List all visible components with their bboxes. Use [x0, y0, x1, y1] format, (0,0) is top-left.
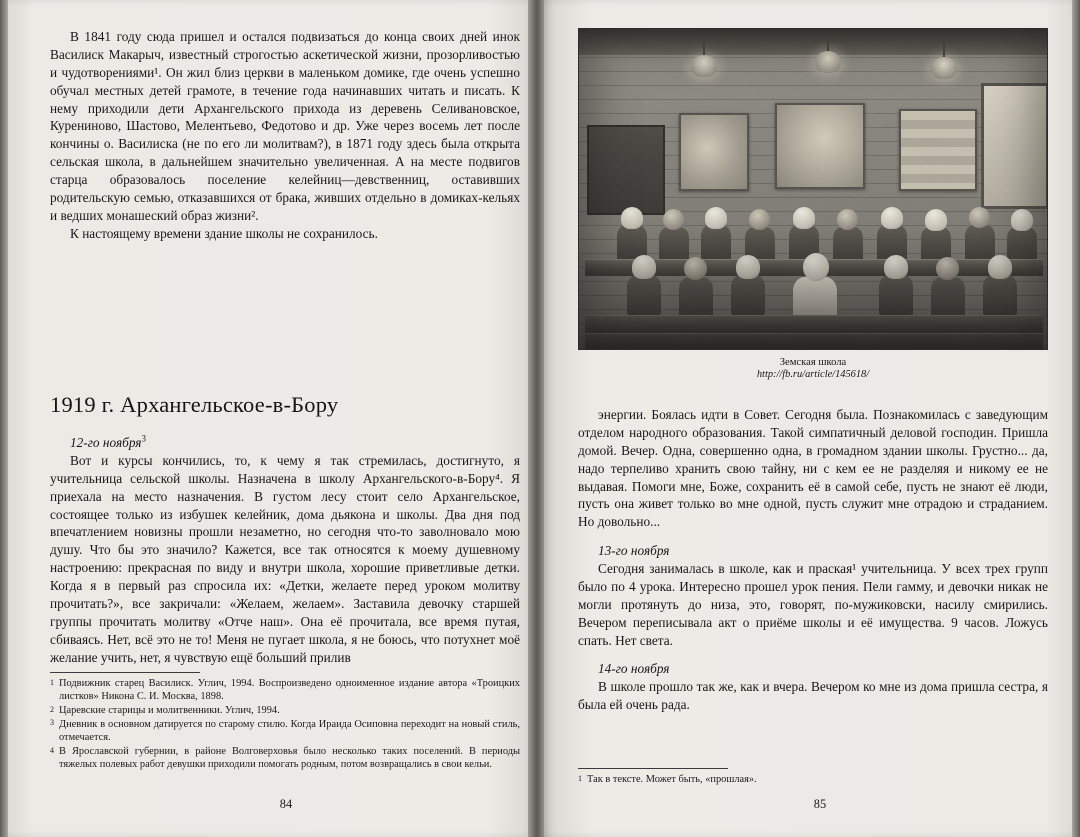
diary-date-heading: 14-го ноября: [598, 661, 670, 677]
left-page-diary: [50, 434, 520, 666]
wall-map: [679, 113, 749, 191]
chapter-title: 1919 г. Архангельское-в-Бору: [50, 392, 339, 417]
footnote-number: 1: [50, 677, 54, 687]
pupil-head: [749, 209, 770, 230]
footnote-text: Дневник в основном датируется по старому стилю. Когда Ираида Осиповна переходит на новый стиль, отмечается.: [59, 718, 520, 744]
footnote-number: 3: [50, 718, 54, 728]
pupil-head: [621, 207, 643, 229]
ceiling: [579, 29, 1047, 55]
footnote-rule: [50, 672, 200, 673]
floor-shadow: [579, 229, 1047, 349]
paragraph: Вот и курсы кончились, то, к чему я так стремилась, достигнуто, я учительница сельской школы. Назначена в школу Архангельского-в-Бору⁴. Я приехала на место назначения. В густом лесу стоит село Архангельское, состоящее только из избушек келейник, дома дьякона и школы. Два дня под впечатлением новизны прошли незаметно, но сегодня что-то заволновало мою душу. Что бы это значило? Кажется, все так относятся к моему душевному настроению: прекрасная по виду и внутри школа, хорошие приветливые детки. Когда я в первый раз спросила их: «Детки, желаете перед уроком молитву прочитать?», все закричали: «Желаем, желаем». Заставила девочку старшей группы прочитать молитву «Отче наш». Она её прочитала, все время путая, сбиваясь. Нет, всё это не то! Меня не пугает школа, я не боюсь, что потухнет моё желание учить, нет, я чувствую ещё больший прилив: [50, 452, 520, 665]
page-number-right: 85: [813, 797, 827, 811]
footnote-item: [50, 718, 520, 745]
footnote-rule: [578, 768, 728, 769]
paragraph: В 1841 году сюда пришел и остался подвизаться до конца своих дней инок Василиск Макарыч, известный строгостью аскетической жизни, прозорливостью и чудотворениями¹. Он жил близ церкви в маленьком домике, где очень успешно обучал местных детей грамоте, в течение года начинавших читать и писать. К нему приходили дети Архангельского прихода из деревень Селивановское, Курениново, Шастово, Мелентьево, Федотово и др. Уже через восемь лет после кончины о. Василиска (не по его ли молитвам?), в 1871 году здесь была открыта сельская школа, в дальнейшем значительно увеличенная. А на месте подвигов старца образовалось поселение келейниц—девственниц, оставивших родительскую семью, отказавшихся от брака, живших отдельно в домиках-кельях и ведших монашеский образ жизни².: [50, 29, 520, 223]
pupil-head: [925, 209, 947, 231]
footnote-item: [50, 704, 520, 717]
spacer: [578, 649, 1048, 660]
footnote-ref: 3: [141, 433, 146, 444]
pupil-head: [705, 207, 727, 229]
footnote-text: Подвижник старец Василиск. Углич, 1994. Воспроизведено одноименное издание автора «Троицких листков» Никона С. И. Москва, 1898.: [59, 678, 520, 703]
right-page-edge: [1071, 0, 1080, 837]
page-number-left: 84: [279, 797, 293, 811]
lamp-icon: [931, 57, 957, 79]
pupil-head: [663, 209, 684, 230]
footnote-text: Царевские старицы и молитвенники. Углич, 1994.: [59, 705, 280, 717]
footnote-number: 4: [50, 745, 54, 755]
pupil-head: [837, 209, 858, 230]
footnote-item: [50, 745, 520, 772]
classroom-illustration: [579, 29, 1047, 349]
paragraph: В школе прошло так же, как и вчера. Вечером ко мне из дома пришла сестра, я была ей очень рада.: [578, 679, 1048, 713]
paragraph: энергии. Боялась идти в Совет. Сегодня была. Познакомилась с заведующим отделом народного образования. Такой симпатичный деловой господин. Пришла домой. Вечер. Одна, совершенно одна, в громадном здании школы. Грустно... да, надо терпеливо хранить свою тайну, ни с кем ее не разделяя и никому ее не выдавая. Помоги мне, Боже, сохранить её в самой себе, пусть не знают её люди, пусть она живет только во мне одной, пусть служит мне отрадою и страданием. Но довольно...: [578, 407, 1048, 530]
wall-chart: [899, 109, 977, 191]
footnote-item: [578, 773, 1048, 786]
footnote-text: Так в тексте. Может быть, «прошлая».: [587, 774, 757, 785]
left-page-footnotes: [50, 672, 520, 772]
classroom-photo: [578, 28, 1048, 350]
chalkboard: [587, 125, 665, 215]
footnote-item: [50, 677, 520, 704]
diary-date-heading: 13-го ноября: [598, 543, 670, 559]
wall-map: [775, 103, 865, 189]
footnote-text: В Ярославской губернии, в районе Волговерховья было несколько таких поселений. В периоды тяжелых полевых работ девушки приходили помогать родным, потом возвращались в свои кельи.: [59, 746, 520, 771]
pupil-head: [793, 207, 815, 229]
diary-date: 12-го ноября: [70, 435, 142, 450]
lamp-icon: [815, 51, 841, 73]
right-page-body: [578, 406, 1048, 714]
diary-date-heading: [50, 434, 520, 452]
footnote-number: 1: [578, 773, 582, 783]
window: [981, 83, 1048, 209]
paragraph: К настоящему времени здание школы не сохранилось.: [70, 225, 378, 241]
right-page-footnotes: [578, 768, 1048, 787]
footnote-number: 2: [50, 704, 54, 714]
pupil-head: [969, 207, 990, 228]
figure-caption: [578, 357, 1048, 380]
figure-caption-text: Земская школа: [779, 357, 847, 368]
figure-source-url: http://fb.ru/article/145618/: [756, 369, 870, 380]
spacer: [578, 531, 1048, 542]
pupil-head: [1011, 209, 1033, 231]
left-page-body: [50, 28, 520, 243]
pupil-head: [881, 207, 903, 229]
lamp-icon: [691, 55, 717, 77]
paragraph: Сегодня занималась в школе, как и праская¹ учительница. У всех трех групп было по 4 урока. Интересно прошел урок пения. Пели гамму, и девочки никак не могли протянуть до низа, это, говорят, по-мужиковски, насилу смирились. Вечером переписывала акт о приёме школы и её имущества. 9 часов. Ложусь спать. Нет света.: [578, 561, 1048, 648]
figure-zemskaya-shkola: [578, 28, 1048, 380]
